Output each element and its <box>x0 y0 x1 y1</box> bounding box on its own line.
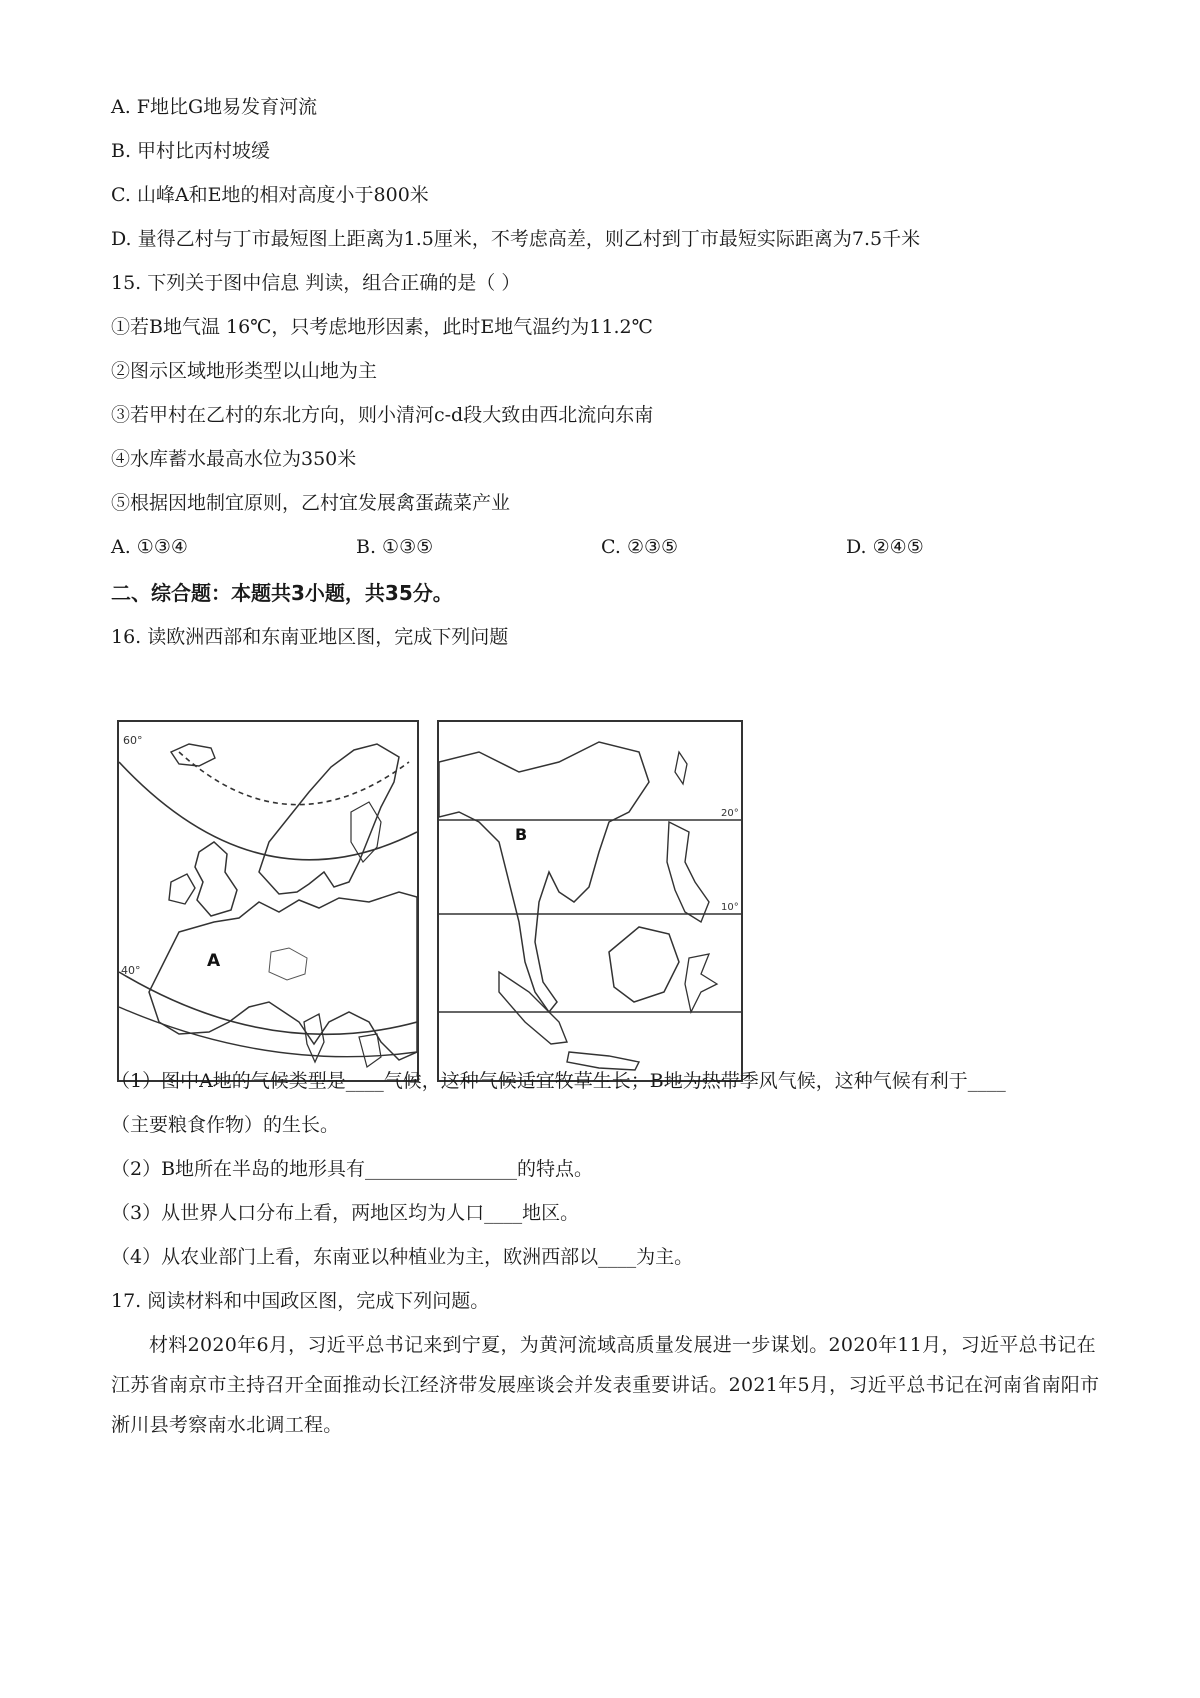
q15-item-5: ⑤根据因地制宜原则，乙村宜发展禽蛋蔬菜产业 <box>111 492 511 514</box>
q17-stem: 17. 阅读材料和中国政区图，完成下列问题。 <box>111 1290 490 1312</box>
lat-10-label: 10° <box>721 902 739 913</box>
q15-item-1: ①若B地气温 16℃，只考虑地形因素，此时E地气温约为11.2℃ <box>111 316 653 338</box>
map-southeast-asia <box>437 720 743 1082</box>
q16-stem: 16. 读欧洲西部和东南亚地区图，完成下列问题 <box>111 626 509 648</box>
q14-option-b: B. 甲村比丙村坡缓 <box>111 140 271 162</box>
label-b: B <box>515 825 528 844</box>
section-heading: 二、综合题：本题共3小题，共35分。 <box>111 581 453 605</box>
q15-choice-c: C. ②③⑤ <box>601 536 679 558</box>
lat-40-label: 40° <box>121 964 141 977</box>
lat-20-label: 20° <box>721 808 739 819</box>
q14-option-c: C. 山峰A和E地的相对高度小于800米 <box>111 184 429 206</box>
q16-sub1-line2: （主要粮食作物）的生长。 <box>111 1114 340 1136</box>
label-a: A <box>207 951 221 971</box>
q15-item-3: ③若甲村在乙村的东北方向，则小清河c-d段大致由西北流向东南 <box>111 404 654 426</box>
q15-choice-b: B. ①③⑤ <box>356 536 434 558</box>
q15-item-2: ②图示区域地形类型以山地为主 <box>111 360 378 382</box>
q15-choice-a: A. ①③④ <box>111 536 188 558</box>
q15-choice-d: D. ②④⑤ <box>846 536 924 558</box>
q16-sub1-line1: （1）图中A地的气候类型是____气候，这种气候适宜牧草生长；B地为热带季风气候，这种气候有利于____ <box>111 1070 1006 1092</box>
q15-stem: 15. 下列关于图中信息 判读，组合正确的是（ ） <box>111 272 521 294</box>
q16-sub2: （2）B地所在半岛的地形具有________________的特点。 <box>111 1158 594 1180</box>
q15-item-4: ④水库蓄水最高水位为350米 <box>111 448 357 470</box>
map-western-europe <box>117 720 419 1082</box>
q17-material: 材料2020年6月，习近平总书记来到宁夏，为黄河流域高质量发展进一步谋划。2020年11月，习近平总书记在江苏省南京市主持召开全面推动长江经济带发展座谈会并发表重要讲话。2021年5月，习近平总书记在河南省南阳市淅川县考察南水北调工程。 <box>111 1334 1100 1436</box>
lat-60-label: 60° <box>123 734 143 747</box>
q16-sub4: （4）从农业部门上看，东南亚以种植业为主，欧洲西部以____为主。 <box>111 1246 694 1268</box>
q14-option-d: D. 量得乙村与丁市最短图上距离为1.5厘米，不考虑高差，则乙村到丁市最短实际距离为7.5千米 <box>111 228 921 250</box>
q14-option-a: A. F地比G地易发育河流 <box>111 96 318 118</box>
q16-sub3: （3）从世界人口分布上看，两地区均为人口____地区。 <box>111 1202 580 1224</box>
